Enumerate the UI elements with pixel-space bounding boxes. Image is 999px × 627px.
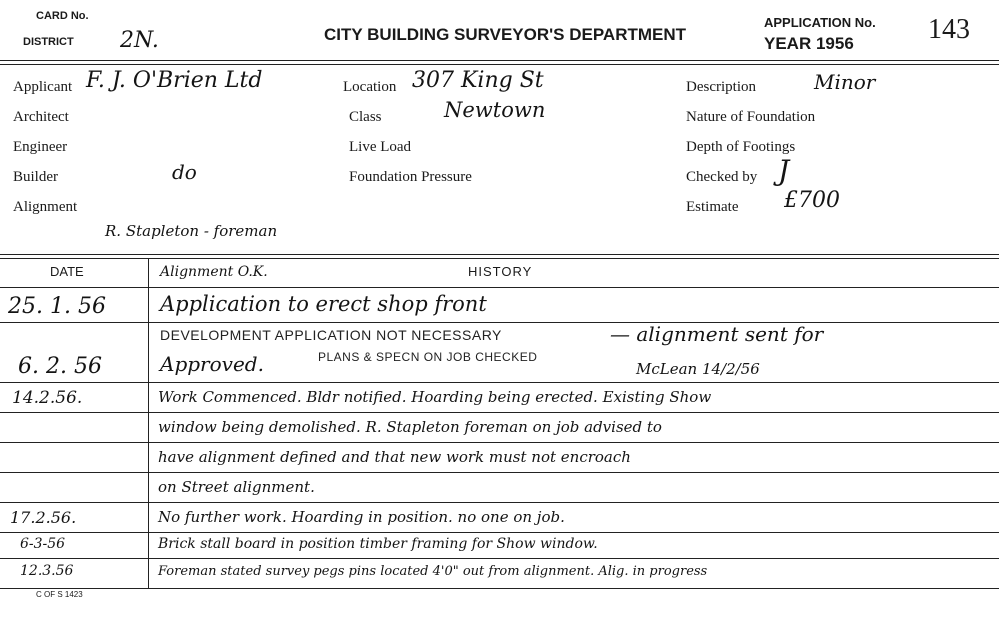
alignment-ok-note: Alignment O.K.: [160, 264, 268, 280]
class-label: Class: [349, 109, 382, 125]
entry-text: Approved.: [160, 352, 264, 376]
builder-label: Builder: [13, 169, 58, 185]
applicant-label: Applicant: [13, 79, 73, 95]
district-value: 2N.: [120, 28, 159, 53]
entry-text: — alignment sent for: [610, 322, 824, 346]
alignment-label: Alignment: [13, 199, 78, 215]
live-load-label: Live Load: [349, 139, 412, 155]
department-title: CITY BUILDING SURVEYOR'S DEPARTMENT: [324, 25, 687, 44]
form-code: C OF S 1423: [36, 590, 83, 599]
entry-date: 6. 2. 56: [18, 354, 102, 379]
applicant-value: F. J. O'Brien Ltd: [86, 68, 263, 93]
description-value: Minor: [814, 70, 876, 94]
location-value: 307 King St: [412, 68, 544, 93]
date-column-header: DATE: [50, 264, 84, 279]
entry-date: 14.2.56.: [12, 388, 83, 408]
application-number: 143: [928, 14, 970, 45]
application-no-label: APPLICATION No.: [764, 15, 876, 30]
foreman-note: R. Stapleton - foreman: [105, 222, 278, 240]
depth-of-footings-label: Depth of Footings: [686, 139, 796, 155]
foundation-pressure-label: Foundation Pressure: [349, 169, 472, 185]
entry-date: 6-3-56: [20, 536, 66, 552]
entry-text: Foreman stated survey pegs pins located 4'0" out from alignment. Alig. in progress: [158, 564, 708, 579]
checked-by-label: Checked by: [686, 169, 758, 185]
estimate-value: £700: [784, 188, 840, 213]
entry-text: Application to erect shop front: [160, 292, 487, 316]
entry-date: 17.2.56.: [10, 508, 77, 527]
checked-by-value: J: [778, 154, 790, 187]
estimate-label: Estimate: [686, 199, 739, 215]
architect-label: Architect: [13, 109, 69, 125]
builder-value: do: [172, 160, 197, 184]
card-no-label: CARD No.: [36, 10, 89, 22]
engineer-label: Engineer: [13, 139, 68, 155]
year-label: YEAR 1956: [764, 34, 854, 53]
entry-text: on Street alignment.: [158, 478, 315, 496]
signature: McLean 14/2/56: [636, 360, 760, 378]
entry-text: Work Commenced. Bldr notified. Hoarding being erected. Existing Show: [158, 388, 712, 406]
history-column-header: HISTORY: [468, 264, 533, 279]
location-label: Location: [343, 79, 397, 95]
entry-date: 12.3.56: [20, 563, 74, 579]
district-label: DISTRICT: [23, 36, 74, 48]
entry-text: window being demolished. R. Stapleton foreman on job advised to: [158, 418, 662, 436]
entry-text: Brick stall board in position timber framing for Show window.: [158, 536, 598, 552]
entry-text: No further work. Hoarding in position. no one on job.: [158, 508, 565, 526]
plans-checked-stamp: PLANS & SPECN ON JOB CHECKED: [318, 350, 538, 364]
entry-text: have alignment defined and that new work must not encroach: [158, 448, 631, 466]
entry-date: 25. 1. 56: [8, 294, 106, 319]
description-label: Description: [686, 79, 756, 95]
development-stamp: DEVELOPMENT APPLICATION NOT NECESSARY: [160, 327, 502, 343]
nature-of-foundation-label: Nature of Foundation: [686, 109, 816, 125]
location-value-2: Newtown: [444, 98, 546, 122]
